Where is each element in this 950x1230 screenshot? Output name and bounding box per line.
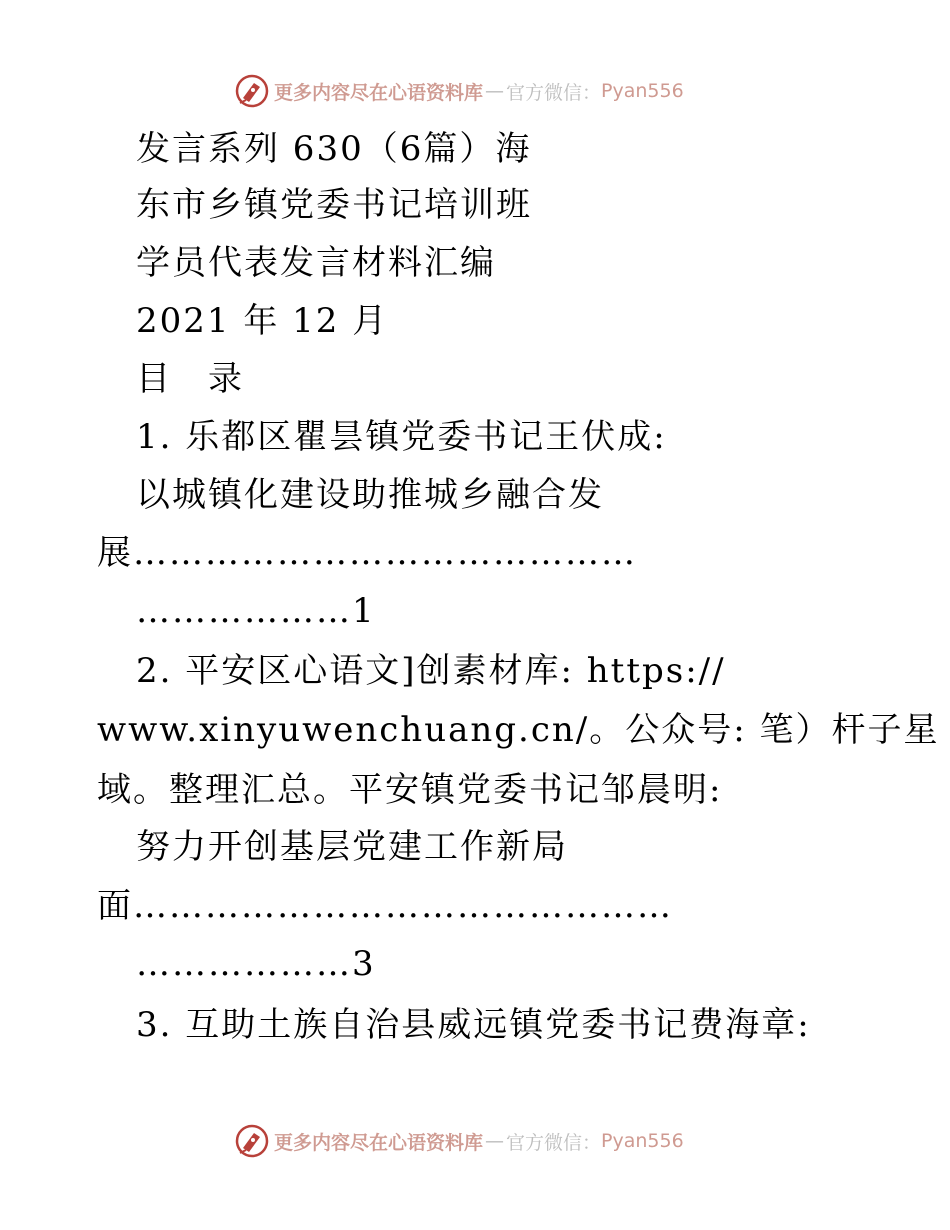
toc-entry-2-url-line: www.xinyuwenchuang.cn/。公众号: 笔）杆子星 xyxy=(97,710,940,750)
toc-entry-2-subtitle: 努力开创基层党建工作新局 xyxy=(136,827,568,867)
watermark-tail-text: 官方微信： xyxy=(506,81,602,104)
toc-heading: 目 录 xyxy=(136,359,244,399)
toc-entry-2-title: 2. 平安区心语文]创素材库: https:// xyxy=(136,651,726,691)
toc-entry-1-page: ………………1 xyxy=(136,591,376,631)
title-line-3: 学员代表发言材料汇编 xyxy=(136,243,496,283)
watermark-brand-text: 更多内容尽在心语资料库 xyxy=(274,81,484,104)
toc-entry-3-title: 3. 互助土族自治县威远镇党委书记费海章: xyxy=(136,1005,811,1045)
date-line: 2021 年 12 月 xyxy=(136,301,389,341)
toc-entry-1-subtitle: 以城镇化建设助推城乡融合发 xyxy=(136,475,604,515)
pen-nib-logo-icon xyxy=(234,1123,270,1159)
watermark-separator: — xyxy=(485,80,505,102)
toc-entry-1-title: 1. 乐都区瞿昙镇党委书记王伏成: xyxy=(136,417,667,457)
title-line-2: 东市乡镇党委书记培训班 xyxy=(136,185,532,225)
toc-entry-1-leader: 展…………………………………… xyxy=(97,533,637,573)
toc-entry-2-leader: 面……………………………………… xyxy=(97,886,673,926)
footer-watermark xyxy=(234,1121,684,1161)
watermark-account-id: Pyan556 xyxy=(601,1130,684,1152)
toc-entry-2-page: ………………3 xyxy=(136,944,376,984)
toc-entry-2-name-line: 域。整理汇总。平安镇党委书记邹晨明: xyxy=(97,770,723,810)
title-line-1: 发言系列 630（6篇）海 xyxy=(136,129,532,169)
watermark-account-id: Pyan556 xyxy=(601,80,684,102)
watermark-brand-text: 更多内容尽在心语资料库 xyxy=(274,1131,484,1154)
watermark-separator: — xyxy=(485,1130,505,1152)
watermark-tail-text: 官方微信： xyxy=(506,1131,602,1154)
